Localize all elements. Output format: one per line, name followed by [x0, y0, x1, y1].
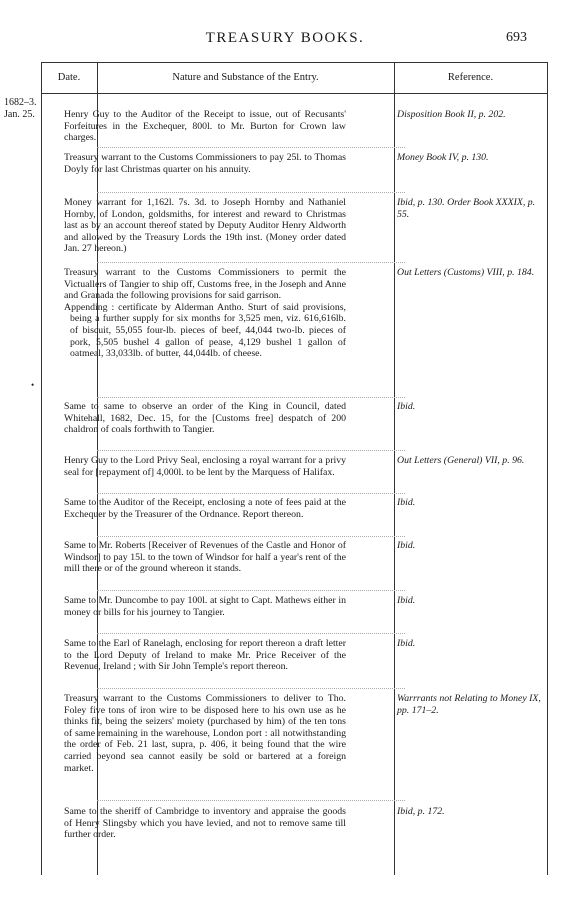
entry-reference: Ibid, p. 172.	[397, 806, 445, 817]
entry-text: Same to the Earl of Ranelagh, enclosing for report thereon a draft letter to the Lord Deputy of Ireland to make Mr. Price Receiver of the Revenue, Ireland ; with Sir John Temple's report thereon.	[64, 638, 346, 673]
entry-separator	[97, 450, 405, 451]
entry-text: Same to Mr. Duncombe to pay 100l. at sight to Capt. Mathews either in money or bills for his journey to Tangier.	[64, 595, 346, 618]
date-day: Jan. 25.	[4, 108, 35, 120]
running-title: TREASURY BOOKS.	[205, 30, 365, 46]
entry-reference: Warrrants not Relating to Money IX, pp. 171–2.	[397, 693, 541, 716]
reference-column-header: Reference.	[447, 72, 494, 83]
entry-date	[4, 97, 56, 120]
entry-text: Same to the Auditor of the Receipt, enclosing a note of fees paid at the Exchequer by the Treasurer of the Ordnance. Report thereon.	[64, 497, 346, 520]
entry-separator	[97, 147, 405, 148]
entry-reference: Ibid, p. 130. Order Book XXXIX, p. 55.	[397, 197, 536, 220]
entry-appending: Appending : certificate by Alderman Antho. Sturt of said provisions, being a further supply for six months for 3,525 men, viz. 616,616lb. of biscuit, 55,055 four-lb. pieces of beef, 44,044 two-lb. pieces of pork, 5,505 bushel 4 gallon of pease, 4,129 bushel 1 gallon of oatmeal, 33,033lb. of butter, 44,044lb. of cheese.	[64, 301, 346, 360]
table-rule	[41, 63, 42, 875]
margin-mark: •	[31, 380, 35, 390]
table-rule	[394, 63, 395, 875]
entry-reference: Out Letters (General) VII, p. 96.	[397, 455, 525, 466]
entry-text: Same to the sheriff of Cambridge to inventory and appraise the goods of Henry Slingsby which you have levied, and not to remove same till further order.	[64, 806, 346, 841]
entry-separator	[97, 688, 405, 689]
entry-text: Treasury warrant to the Customs Commissioners to deliver to Tho. Foley five tons of iron wire to be disposed here to his own use as he thinks fit, being the seizers' moiety (purchased by him) of the ten tons of same remaining in the warehouse, London port : all notwithstanding the order of Feb. 21 last, supra, p. 406, it being found that the wire carried beyond sea cannot easily be sold or bartered at a foreign market.	[64, 693, 346, 774]
date-year: 1682–3.	[4, 97, 37, 108]
date-column-header: Date.	[57, 72, 81, 83]
entry-separator	[97, 536, 405, 537]
page-number: 693	[506, 30, 527, 45]
entry-text: Same to Mr. Roberts [Receiver of Revenues of the Castle and Honor of Windsor] to pay 15l. to the town of Windsor for half a year's rent of the mill there or of the ground whereon it stands.	[64, 540, 346, 575]
entry-text	[64, 267, 346, 360]
entry-separator	[97, 800, 405, 801]
entry-separator	[97, 262, 405, 263]
entry-separator	[97, 633, 405, 634]
entry-text: Money warrant for 1,162l. 7s. 3d. to Joseph Hornby and Nathaniel Hornby, of London, goldsmiths, for interest and reward to Christmas last as by an account thereof stated by Deputy Auditor Henry Aldworth and allowed by the Treasury Lords the 19th inst. (Money order dated Jan. 27 hereon.)	[64, 197, 346, 255]
entry-separator	[97, 397, 405, 398]
entry-reference: Ibid.	[397, 595, 416, 606]
entry-main-text: Treasury warrant to the Customs Commissioners to permit the Victuallers of Tangier to ship off, Customs free, in the Joseph and Anne and Granada the following provisions for said garrison.	[64, 267, 346, 302]
entry-reference: Out Letters (Customs) VIII, p. 184.	[397, 267, 535, 278]
entry-text: Henry Guy to the Lord Privy Seal, enclosing a royal warrant for a privy seal for [repayment of] 4,000l. to be lent by the Marquess of Halifax.	[64, 455, 346, 478]
entry-reference: Ibid.	[397, 401, 416, 412]
page-header	[0, 30, 570, 50]
entry-reference: Ibid.	[397, 638, 416, 649]
entry-separator	[97, 493, 405, 494]
entry-text: Henry Guy to the Auditor of the Receipt to issue, out of Recusants' Forfeitures in the Exchequer, 800l. to Mr. Burton for Crown law charges.	[64, 109, 346, 144]
table-rule	[547, 63, 548, 875]
entry-reference: Money Book IV, p. 130.	[397, 152, 489, 163]
entry-text: Treasury warrant to the Customs Commissioners to pay 25l. to Thomas Doyly for last Christmas quarter on his annuity.	[64, 152, 346, 175]
column-headers	[41, 63, 548, 94]
entry-separator	[97, 590, 405, 591]
entry-text: Same to same to observe an order of the King in Council, dated Whitehall, 1682, Dec. 15, for the [Customs free] despatch of 200 chaldron of coals forthwith to Tangier.	[64, 401, 346, 436]
entry-reference: Disposition Book II, p. 202.	[397, 109, 506, 120]
nature-column-header: Nature and Substance of the Entry.	[172, 72, 319, 83]
entry-reference: Ibid.	[397, 540, 416, 551]
entry-reference: Ibid.	[397, 497, 416, 508]
entry-separator	[97, 192, 405, 193]
